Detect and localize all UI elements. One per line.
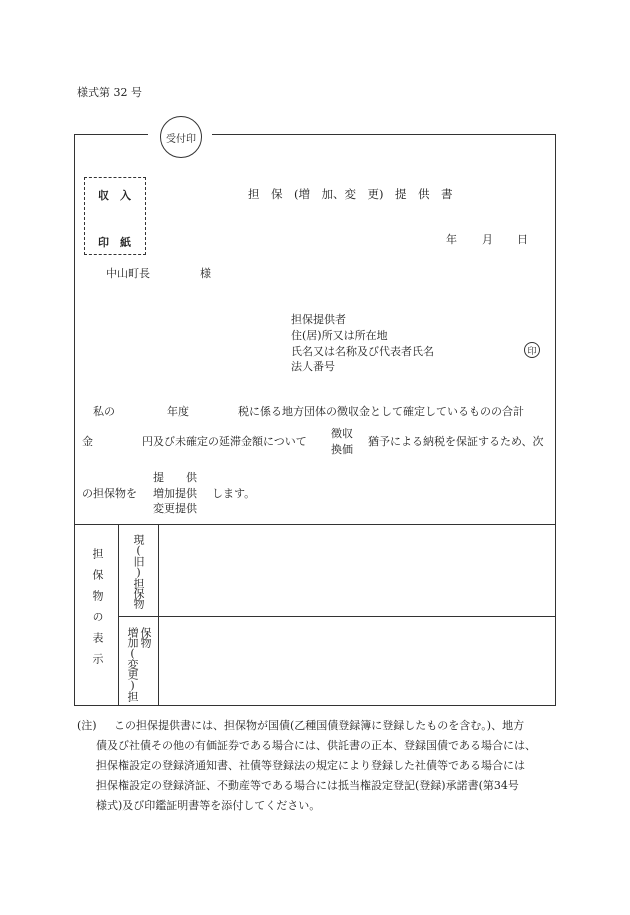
note-line: 債及び社債その他の有価証券である場合には、供託書の正本、登録国債である場合には、: [96, 739, 536, 752]
body-option-provide: 提 供: [153, 471, 197, 484]
seal-mark: [524, 342, 540, 358]
addressee-name: 中山町長: [106, 267, 150, 280]
table-col-divider-2: [158, 524, 159, 706]
body-option-collection: 徴収: [331, 427, 353, 440]
provider-heading: 担保提供者: [291, 313, 346, 326]
date-month: 月: [482, 233, 493, 246]
table-row2-label-b: 保物: [139, 627, 152, 647]
body-line2-a: 金: [82, 435, 93, 448]
seal-mark-label: 印: [527, 346, 537, 357]
date-day: 日: [517, 233, 528, 246]
note-line: この担保提供書には、担保物が国債(乙種国債登録簿に登録したものを含む。)、地方: [114, 719, 525, 732]
document-title: 担 保 (増 加、変 更) 提 供 書: [248, 187, 453, 201]
table-col-divider-1: [118, 524, 119, 706]
additional-collateral-cell: [160, 618, 554, 704]
body-option-increase: 増加提供: [153, 487, 197, 500]
provider-address-label: 住(居)所又は所在地: [291, 329, 388, 342]
body-line3-a: の担保物を: [82, 487, 137, 500]
body-option-conversion: 換価: [331, 443, 353, 456]
body-option-change: 変更提供: [153, 502, 197, 515]
table-side-label: 担保物の表示: [91, 548, 104, 674]
provider-corp-number-label: 法人番号: [291, 360, 335, 373]
form-number: 様式第 32 号: [77, 86, 142, 99]
table-row-divider: [118, 616, 556, 617]
revenue-stamp-line2: 印 紙: [98, 236, 131, 249]
addressee-honorific: 様: [200, 267, 211, 280]
body-line1-a: 私の: [93, 405, 115, 418]
note-line: 担保権設定の登録済通知書、社債等登録法の規定により登録した社債等である場合には: [96, 759, 525, 772]
body-line2-b: 円及び未確定の延滞金額について: [142, 435, 307, 448]
body-line3-b: します。: [212, 487, 256, 500]
body-line2-c: 猶予による納税を保証するため、次: [368, 435, 544, 448]
note-line: 担保権設定の登録済証、不動産等である場合には抵当権設定登記(登録)承諾書(第34号: [96, 779, 519, 792]
receipt-stamp-circle: [160, 116, 202, 158]
body-line1-b: 年度: [167, 405, 189, 418]
current-collateral-cell: [160, 526, 554, 614]
table-top-border: [74, 524, 556, 525]
body-line1-c: 税に係る地方団体の徴収金として確定しているものの合計: [238, 405, 524, 418]
provider-name-label: 氏名又は名称及び代表者氏名: [291, 345, 434, 358]
note-marker: (注): [77, 719, 97, 732]
table-row1-label: 現(旧)担保物: [132, 534, 145, 608]
table-row2-label-a: 増加(変更)担: [126, 627, 139, 701]
date-year: 年: [446, 233, 457, 246]
receipt-stamp-label: 受付印: [166, 133, 196, 145]
note-line: 様式)及び印鑑証明書等を添付してください。: [96, 799, 321, 812]
revenue-stamp-line1: 収 入: [98, 189, 131, 202]
